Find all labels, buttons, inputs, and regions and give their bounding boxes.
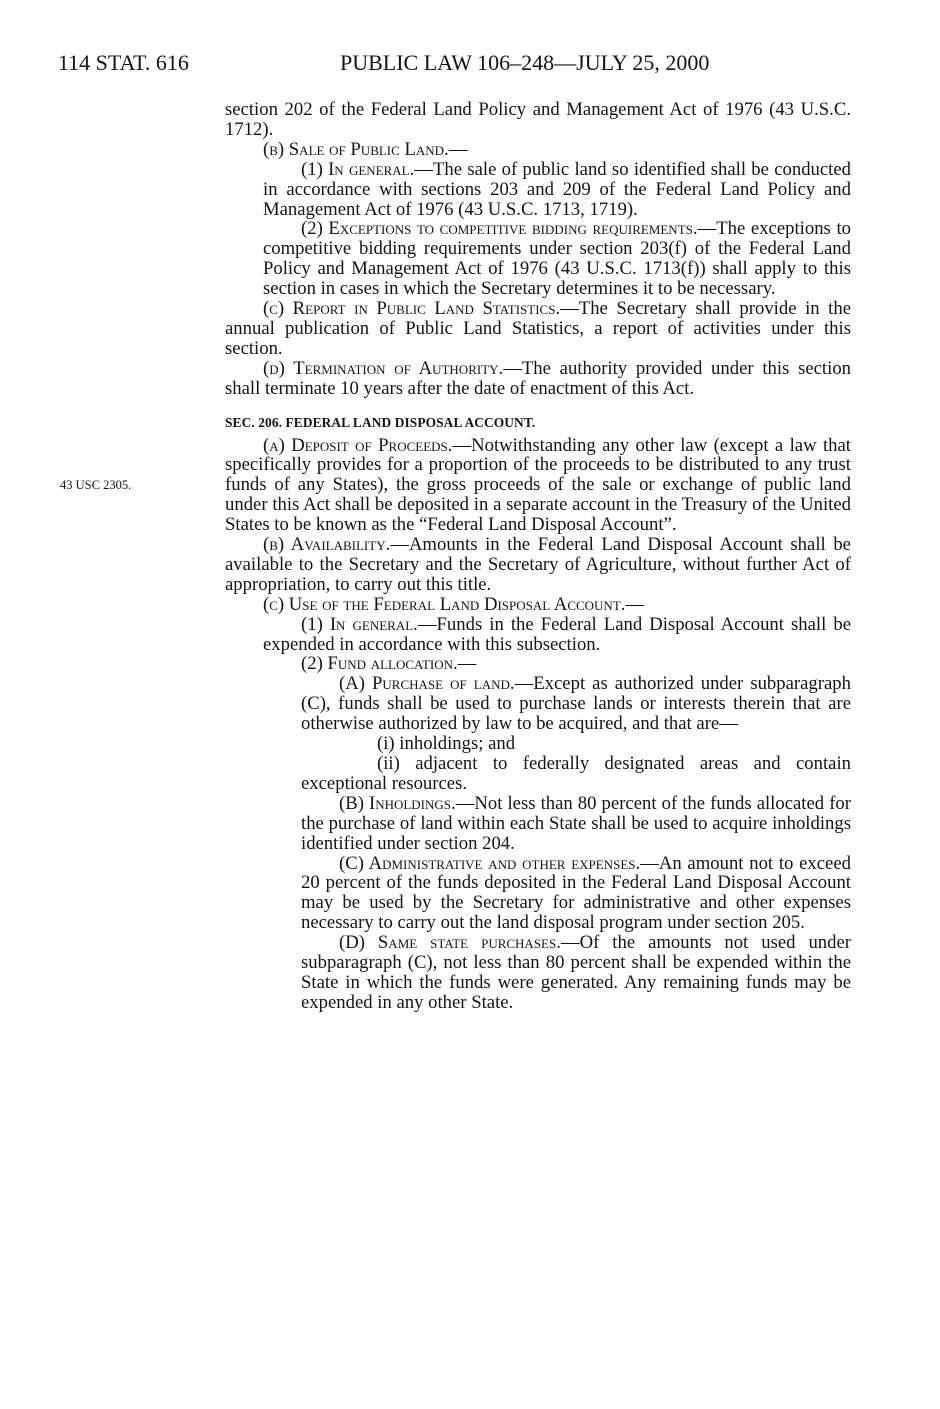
subparagraph-B [225,794,851,854]
section-206-c1-label: (1) In general. [301,613,418,635]
margin-usc-note: 43 USC 2305. [60,478,132,492]
subparagraph-A-text: —Except as authorized under subparagraph (C), funds shall be used to purchase lands or interests therein that are otherwise authorized by law to be acquired, and that are— [301,673,851,735]
subsection-c-text: —The Secretary shall provide in the annual publication of Public Land Statistics, a report of activities under this section. [225,298,851,359]
subsection-d-label: (d) Termination of Authority. [263,357,504,379]
subsection-d-text: —The authority provided under this section shall terminate 10 years after the date of enactment of this Act. [225,357,852,399]
subparagraph-D-label: (D) Same state purchases. [339,932,561,954]
subparagraph-A-label: (A) Purchase of land. [339,673,515,695]
public-law-reference: PUBLIC LAW 106–248—JULY 25, 2000 [340,50,710,75]
paragraph-b1-label: (1) In general. [301,158,415,180]
section-206-b-text: —Amounts in the Federal Land Disposal Account shall be available to the Secretary and the Secretary of Agriculture, without further Act of appropriation, to carry out this title. [225,534,851,595]
section-206-b-label: (b) Availability. [263,534,391,556]
paragraph-b2-text: —The exceptions to competitive bidding requirements under section 203(f) of the Federal Land Policy and Management Act of 1976 (43 U.S.C. 1713(f)) shall apply to this section in cases in which the Secretary determines it to be necessary. [263,218,851,300]
page-header [58,50,758,80]
subsection-b-heading: (b) Sale of Public Land.— [263,138,468,160]
section-206-heading: SEC. 206. FEDERAL LAND DISPOSAL ACCOUNT. [225,414,536,430]
subparagraph-D [225,933,851,1013]
stat-reference: 114 STAT. 616 [58,50,189,75]
clause-ii: (ii) adjacent to federally designated areas and contain exceptional resources. [301,753,851,794]
section-205-continuation: section 202 of the Federal Land Policy and Management Act of 1976 (43 U.S.C. 1712). [225,99,851,140]
subsection-d [225,359,851,399]
body-text [225,100,851,1013]
clause-i: (i) inholdings; and [377,733,516,755]
section-206-a [225,436,851,536]
paragraph-b1 [187,160,851,220]
subparagraph-C-text: —An amount not to exceed 20 percent of the funds deposited in the Federal Land Disposal Account may be used by the Secretary for administrative and other expenses necessary to carry out the land disposal program under section 205. [301,852,851,934]
section-206-a-label: (a) Deposit of Proceeds. [263,434,453,456]
section-206-b [225,535,851,595]
subparagraph-A [225,674,851,734]
section-206-c-heading: (c) Use of the Federal Land Disposal Account.— [263,593,645,615]
section-206-c2-heading: (2) Fund allocation.— [301,653,477,675]
subparagraph-C [225,854,851,934]
section-206-c1 [225,615,851,655]
section-206-a-text: —Notwithstanding any other law (except a law that specifically provides for a proportion of the proceeds to be distributed to any trust funds of any States), the gross proceeds of the sale or exchange of public land under this Act shall be deposited in a separate account in the Treasury of the United States to be known as the “Federal Land Disposal Account”. [225,434,851,536]
subsection-c [225,299,851,359]
paragraph-b2-label: (2) Exceptions to competitive bidding requirements. [301,218,698,240]
subparagraph-D-text: —Of the amounts not used under subparagraph (C), not less than 80 percent shall be expended within the State in which the funds were generated. Any remaining funds may be expended in any other State. [301,932,851,1013]
subparagraph-B-label: (B) Inholdings. [339,792,456,814]
paragraph-b2 [225,219,851,299]
section-206-c1-text: —Funds in the Federal Land Disposal Account shall be expended in accordance with this subsection. [263,613,851,655]
paragraph-b1-text: —The sale of public land so identified shall be conducted in accordance with sections 203 and 209 of the Federal Land Policy and Management Act of 1976 (43 U.S.C. 1713, 1719). [263,158,852,220]
subparagraph-C-label: (C) Administrative and other expenses. [339,852,641,874]
subsection-c-label: (c) Report in Public Land Statistics. [263,298,561,320]
subparagraph-B-text: —Not less than 80 percent of the funds allocated for the purchase of land within each State shall be used to acquire inholdings identified under section 204. [301,792,851,854]
